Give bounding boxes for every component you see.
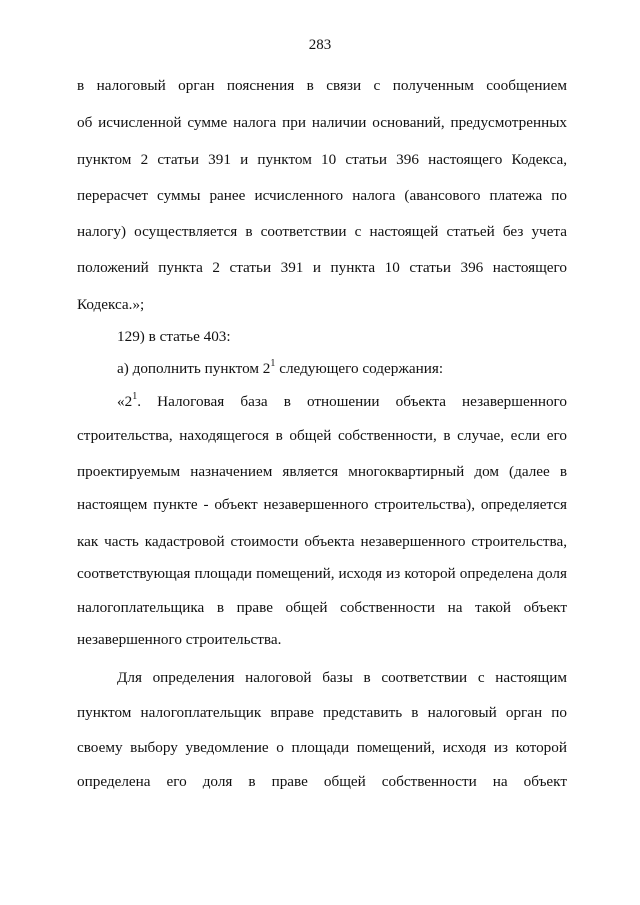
text-span: следующего содержания: [275,360,444,377]
text-line: определена его доля в праве общей собственности на объект [77,773,567,790]
text-line: налогу) осуществляется в соответствии с настоящей статьей без учета [77,223,567,240]
text-line: пунктом 2 статьи 391 и пунктом 10 статьи 396 настоящего Кодекса, [77,151,567,168]
text-line: строительства, находящегося в общей собственности, в случае, если его [77,427,567,444]
list-item-heading: 129) в статье 403: [117,328,231,345]
quote-open: «2 [117,393,133,410]
quoted-paragraph-start [117,392,567,412]
text-line: пунктом налогоплательщик вправе представить в налоговый орган по [77,704,567,721]
text-line: соответствующая площади помещений, исходя из которой определена доля [77,565,567,582]
text-line: настоящем пункте - объект незавершенного строительства), определяется [77,496,567,513]
text-line: положений пункта 2 статьи 391 и пункта 10 статьи 396 настоящего [77,259,567,276]
text-line: перерасчет суммы ранее исчисленного налога (авансового платежа по [77,187,567,204]
list-item [117,359,567,379]
text-line: об исчисленной сумме налога при наличии оснований, предусмотренных [77,114,567,131]
text-line: налогоплательщика в праве общей собственности на такой объект [77,599,567,616]
text-line: проектируемым назначением является многоквартирный дом (далее в [77,463,567,480]
text-line: своему выбору уведомление о площади помещений, исходя из которой [77,739,567,756]
text-span [117,392,137,412]
page-number: 283 [308,37,332,53]
text-line: Кодекса.»; [77,296,145,313]
justified-line [117,392,567,412]
paragraph-first-line: Для определения налоговой базы в соответствии с настоящим [117,669,567,686]
superscript: 1 [132,390,138,402]
text-line: как часть кадастровой стоимости объекта незавершенного строительства, [77,533,567,550]
text-line: в налоговый орган пояснения в связи с полученным сообщением [77,77,567,94]
superscript: 1 [270,357,276,369]
text-line: незавершенного строительства. [77,631,282,648]
text-span: а) дополнить пунктом 2 [117,360,271,377]
text-span: . Налоговая база в отношении объекта незавершенного [137,393,567,410]
